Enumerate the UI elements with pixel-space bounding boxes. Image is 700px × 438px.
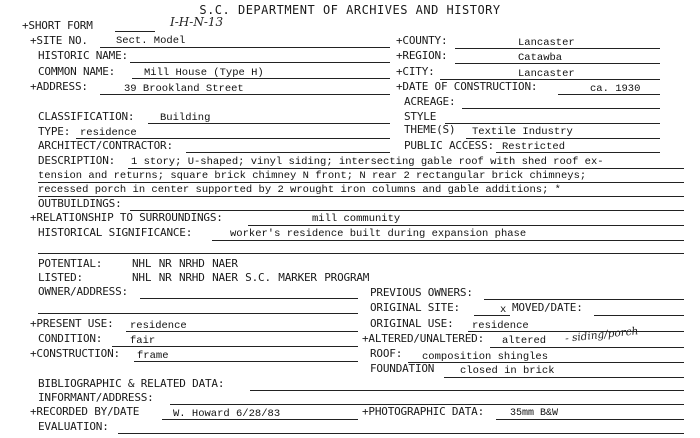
construction-value: frame [137,350,169,362]
present-use-label: +PRESENT USE: [30,317,114,330]
short-form-line [115,31,155,32]
city-value: Lancaster [518,68,575,80]
evaluation-line [118,433,684,434]
description-line-1: 1 story; U-shaped; vinyl siding; intersecting gable roof with shed roof ex- [131,156,604,168]
style-line [445,123,660,124]
relationship-line [248,225,684,226]
address-label: +ADDRESS: [30,80,88,93]
listed-options: NHL NR NRHD NAER S.C. MARKER PROGRAM [132,271,370,284]
description-rule-3 [38,196,684,197]
altered-handwritten: - siding/porch [564,325,639,345]
site-no-label: +SITE NO. [30,34,88,47]
bibliographic-line [250,390,684,391]
historic-name-line [130,62,390,63]
previous-owners-line [484,299,684,300]
description-line-3: recessed porch in center supported by 2 wrought iron columns and gable additions; * [38,184,561,196]
previous-owners-label: PREVIOUS OWNERS: [370,286,473,299]
evaluation-label: EVALUATION: [38,420,109,433]
themes-label: THEME(S) [404,123,456,136]
themes-line [466,138,660,139]
present-use-value: residence [130,320,187,332]
moved-date-line [594,315,684,316]
description-rule-2 [38,182,684,183]
present-use-line [126,331,358,332]
condition-label: CONDITION: [38,332,103,345]
foundation-label: FOUNDATION [370,362,435,375]
original-site-value: x [500,304,507,316]
photographic-line [496,419,684,420]
region-value: Catawba [518,52,563,64]
condition-value: fair [130,335,156,347]
site-no-value: Sect. Model [116,35,186,47]
short-form-label: +SHORT FORM [22,19,93,32]
classification-line [148,123,390,124]
public-access-label: PUBLIC ACCESS: [404,139,494,152]
recorded-label: +RECORDED BY/DATE [30,405,140,418]
county-value: Lancaster [518,37,575,49]
owner-line [140,298,358,299]
address-value: 39 Brookland Street [124,83,244,95]
acreage-label: ACREAGE: [404,95,456,108]
moved-date-label: MOVED/DATE: [512,301,583,314]
potential-options: NHL NR NRHD NAER [132,257,238,270]
construction-date-line [558,94,660,95]
region-label: +REGION: [396,49,448,62]
recorded-value: W. Howard 6/28/83 [173,408,281,420]
description-rule-1 [128,168,684,169]
common-name-label: COMMON NAME: [38,65,116,78]
relationship-value: mill community [312,213,401,225]
description-line-2: tension and returns; square brick chimney N front; N rear 2 rectangular brick chimneys; [38,170,587,182]
original-site-label: ORIGINAL SITE: [370,301,460,314]
short-form-handwritten: I-H-N-13 [170,15,224,29]
style-label: STYLE [404,110,437,123]
altered-label: +ALTERED/UNALTERED: [362,332,485,345]
condition-line [112,346,358,347]
description-label: DESCRIPTION: [38,154,116,167]
acreage-line [462,108,660,109]
construction-date-value: ca. 1930 [590,83,641,95]
roof-value: composition shingles [422,351,549,363]
region-line [455,63,660,64]
form-header: S.C. DEPARTMENT OF ARCHIVES AND HISTORY [199,3,501,17]
significance-label: HISTORICAL SIGNIFICANCE: [38,226,193,239]
altered-line [490,347,684,348]
architect-label: ARCHITECT/CONTRACTOR: [38,139,173,152]
original-site-line [474,315,510,316]
architect-line [186,152,390,153]
recorded-line [162,419,358,420]
significance-line [212,240,684,241]
relationship-label: +RELATIONSHIP TO SURROUNDINGS: [30,211,223,224]
themes-value: Textile Industry [472,126,573,138]
common-name-line [132,78,390,79]
photographic-label: +PHOTOGRAPHIC DATA: [362,405,485,418]
roof-line [408,362,684,363]
construction-line [134,361,358,362]
foundation-value: closed in brick [460,365,555,377]
type-value: residence [80,127,137,139]
altered-value: altered [502,335,547,347]
public-access-line [496,152,660,153]
classification-label: CLASSIFICATION: [38,110,135,123]
bibliographic-label: BIBLIOGRAPHIC & RELATED DATA: [38,377,225,390]
potential-label: POTENTIAL: [38,257,103,270]
roof-label: ROOF: [370,347,403,360]
classification-value: Building [160,112,211,124]
public-access-value: Restricted [502,141,566,153]
foundation-line [444,377,684,378]
historic-name-label: HISTORIC NAME: [38,49,128,62]
outbuildings-label: OUTBUILDINGS: [38,197,122,210]
site-no-line [100,47,390,48]
address-line [100,94,390,95]
type-label: TYPE: [38,125,71,138]
photographic-value: 35mm B&W [510,408,559,419]
listed-label: LISTED: [38,271,83,284]
original-use-label: ORIGINAL USE: [370,317,454,330]
informant-label: INFORMANT/ADDRESS: [38,391,154,404]
construction-label: +CONSTRUCTION: [30,347,120,360]
significance-value: worker's residence built during expansion phase [230,228,527,240]
construction-date-label: +DATE OF CONSTRUCTION: [396,80,538,93]
original-use-value: residence [472,320,529,332]
significance-line-2 [38,253,684,254]
owner-line-2 [38,313,358,314]
owner-label: OWNER/ADDRESS: [38,285,128,298]
city-label: +CITY: [396,65,435,78]
common-name-value: Mill House (Type H) [144,67,264,79]
county-line [455,48,660,49]
county-label: +COUNTY: [396,34,448,47]
